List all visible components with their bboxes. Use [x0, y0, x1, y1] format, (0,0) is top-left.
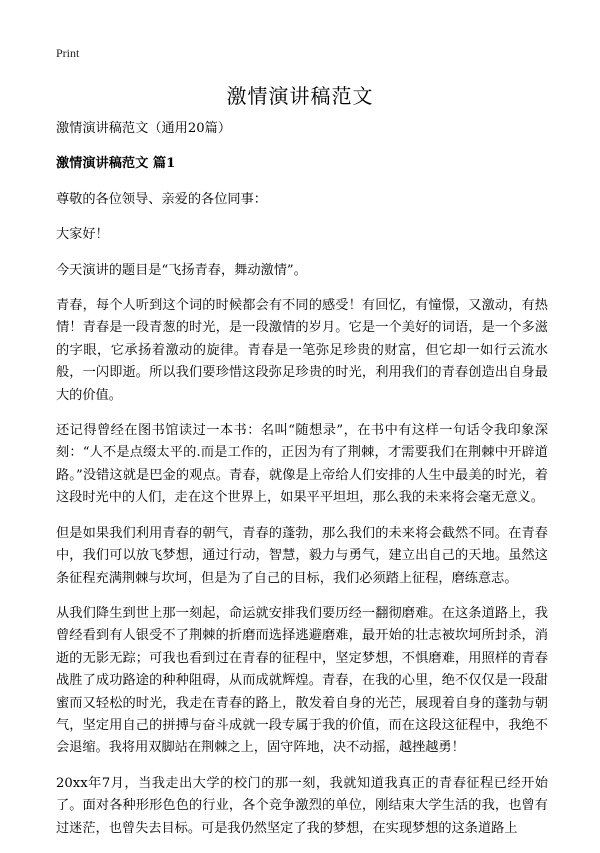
print-label[interactable]: Print: [56, 46, 80, 60]
paragraph-salutation: 尊敬的各位领导、亲爱的各位同事：: [56, 191, 267, 207]
document-subtitle: 激情演讲稿范文（通用20篇）: [56, 121, 232, 136]
paragraph-body: 还记得曾经在图书馆读过一本书：名叫“随想录”，在书中有这样一句话令我印象深刻：“人不是点缀太平的.而是工作的，正因为有了荆棘，才需要我们在荆棘中开辟道路。”没错这就是巴金的观点。青春，就像是上帝给人们安排的人生中最美的时光，着这段时光中的人们，走在这个世界上，如果平平坦坦，那么我的未来将会毫无意义。: [56, 423, 548, 506]
document-title: 激情演讲稿范文: [226, 84, 374, 108]
paragraph-body: 但是如果我们利用青春的朝气，青春的蓬勃，那么我们的未来将会截然不同。在青春中，我们可以放飞梦想，通过行动，智慧，毅力与勇气，建立出自己的天地。虽然这条征程充满荆棘与坎坷，但是为了自己的目标，我们必须踏上征程，磨练意志。: [56, 525, 548, 586]
section-heading: 激情演讲稿范文 篇1: [56, 156, 176, 172]
paragraph-body: 从我们降生到世上那一刻起，命运就安排我们要历经一翻彻磨难。在这条道路上，我曾经看到有人银受不了荆棘的折磨而选择逃避磨难，最开始的壮志被坎坷所封杀，消逝的无影无踪；可我也看到过在青春的征程中，坚定梦想，不惧磨难，用照样的青春战胜了成功路途的种种阻碍，从而成就辉煌。青春，在我的心里，绝不仅仅是一段甜蜜而又轻松的时光，我走在青春的路上，散发着自身的光芒，展现着自身的蓬勃与朝气，坚定用自己的拼搏与奋斗成就一段专属于我的价值，而在这段这征程中，我绝不会退缩。我将用双脚站在荆棘之上，固守阵地，决不动摇，越挫越勇！: [56, 605, 548, 756]
paragraph-body: 20xx年7月，当我走出大学的校门的那一刻，我就知道我真正的青春征程已经开始了。面对各种形形色色的行业，各个竞争激烈的单位，刚结束大学生活的我，也曾有过迷茫，也曾失去目标。可是我仍然坚定了我的梦想，在实现梦想的这条道路上: [56, 775, 548, 836]
paragraph-body: 青春，每个人听到这个词的时候都会有不同的感受！有回忆，有憧憬，又激动，有热情！青春是一段青葱的时光，是一段激情的岁月。它是一个美好的词语，是一个多滋的字眼，它承扬着激动的旋律。青春是一笔弥足珍贵的财富，但它却一如行云流水般，一闪即逝。所以我们要珍惜这段弥足珍贵的时光，利用我们的青春创造出自身最大的价值。: [56, 298, 548, 403]
paragraph-topic: 今天演讲的题目是“飞扬青春，舞动激情”。: [56, 262, 307, 278]
paragraph-greeting: 大家好！: [56, 227, 109, 243]
document-body: [56, 118, 548, 853]
